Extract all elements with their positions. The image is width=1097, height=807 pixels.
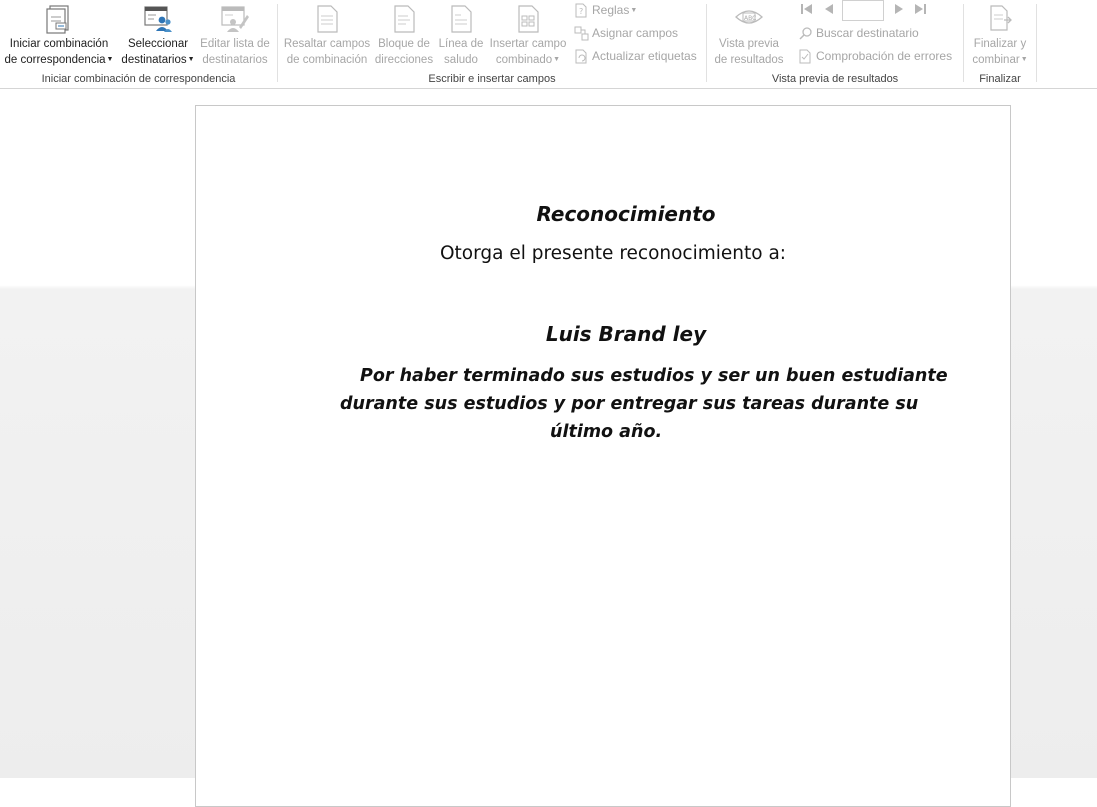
insert-merge-field-label-2: combinado [495,54,553,66]
edit-list-icon [219,3,251,35]
document-canvas [0,89,1097,778]
insert-field-icon [512,3,544,35]
reason-line: durante sus estudios y por entregar sus tareas durante su [340,394,919,414]
search-icon [798,26,813,41]
start-mail-merge-label-1: Iniciar combinación [9,38,109,50]
address-block-label-2: direcciones [374,54,434,66]
greeting-line-label-1: Línea de [438,38,484,50]
dropdown-caret-icon: ▼ [630,7,638,14]
highlight-merge-fields-button[interactable] [280,0,374,70]
dropdown-caret-icon: ▼ [106,56,114,63]
update-labels-label: Actualizar etiquetas [592,49,697,63]
select-recipients-label-2: destinatarios [121,54,187,66]
document-page[interactable] [195,105,1011,807]
mailings-ribbon [0,0,1097,89]
select-recipients-button[interactable] [118,0,198,70]
check-errors-icon [798,49,813,64]
find-recipient-button[interactable] [798,23,919,43]
recipient-name: Luis Brand ley [545,322,707,346]
match-fields-label: Asignar campos [592,26,679,40]
finish-merge-label-1: Finalizar y [973,38,1027,50]
insert-merge-field-label-1: Insertar campo [489,38,567,50]
certificate-subtitle: Otorga el presente reconocimiento a: [439,243,787,264]
edit-recipient-list-label-2: destinatarios [202,54,268,66]
find-recipient-label: Buscar destinatario [816,26,919,40]
group-start-mail-merge [0,0,277,88]
group-finish [964,0,1036,88]
dropdown-caret-icon: ▼ [553,56,561,63]
insert-merge-field-button[interactable] [486,0,570,70]
edit-recipient-list-button[interactable] [196,0,274,70]
dropdown-caret-icon: ▼ [1020,56,1028,63]
next-record-icon[interactable] [891,2,907,16]
preview-results-label-1: Vista previa [719,38,779,50]
group-label-finish: Finalizar [979,73,1021,85]
certificate-title: Reconocimiento [536,202,716,226]
check-errors-label: Comprobación de errores [816,49,953,63]
previous-record-icon[interactable] [821,2,837,16]
preview-results-button[interactable] [709,0,789,70]
group-preview-results [707,0,963,88]
address-block-icon [388,3,420,35]
start-mail-merge-button[interactable] [0,0,118,70]
finish-merge-icon [984,3,1016,35]
reason-line: último año. [550,422,663,442]
check-errors-button[interactable] [798,46,952,66]
highlight-fields-label-2: de combinación [286,54,368,66]
record-number-input[interactable] [842,0,884,21]
certificate-reason [334,362,948,446]
start-mail-merge-label-2: de correspondencia [4,54,106,66]
greeting-line-button[interactable] [434,0,488,70]
group-write-insert-fields [278,0,706,88]
group-label-start: Iniciar combinación de correspondencia [41,73,236,85]
greeting-line-icon [445,3,477,35]
preview-results-icon [733,3,765,35]
finish-merge-label-2: combinar [972,54,1020,66]
update-labels-button[interactable] [574,46,697,66]
rules-icon [574,3,589,18]
highlight-fields-icon [311,3,343,35]
match-fields-button[interactable] [574,23,678,43]
greeting-line-label-2: saludo [444,54,478,66]
group-separator [1036,4,1037,82]
update-labels-icon [574,49,589,64]
highlight-fields-label-1: Resaltar campos [283,38,371,50]
reason-line: Por haber terminado sus estudios y ser un buen estudiante [360,366,948,386]
edit-recipient-list-label-1: Editar lista de [200,38,270,50]
rules-label: Reglas [592,3,630,17]
rules-button[interactable] [574,0,637,20]
last-record-icon[interactable] [912,2,928,16]
first-record-icon[interactable] [799,2,815,16]
preview-results-label-2: de resultados [714,54,784,66]
svg-text:ABC: ABC [744,15,757,22]
address-block-button[interactable] [374,0,434,70]
finish-and-merge-button[interactable] [964,0,1036,70]
svg-text:?: ? [579,7,584,16]
group-label-preview: Vista previa de resultados [771,73,899,85]
recipients-icon [142,3,174,35]
dropdown-caret-icon: ▼ [187,56,195,63]
address-block-label-1: Bloque de [378,38,430,50]
document-merge-icon [43,3,75,35]
select-recipients-label-1: Seleccionar [127,38,189,50]
group-label-write-insert: Escribir e insertar campos [428,73,556,85]
match-fields-icon [574,26,589,41]
